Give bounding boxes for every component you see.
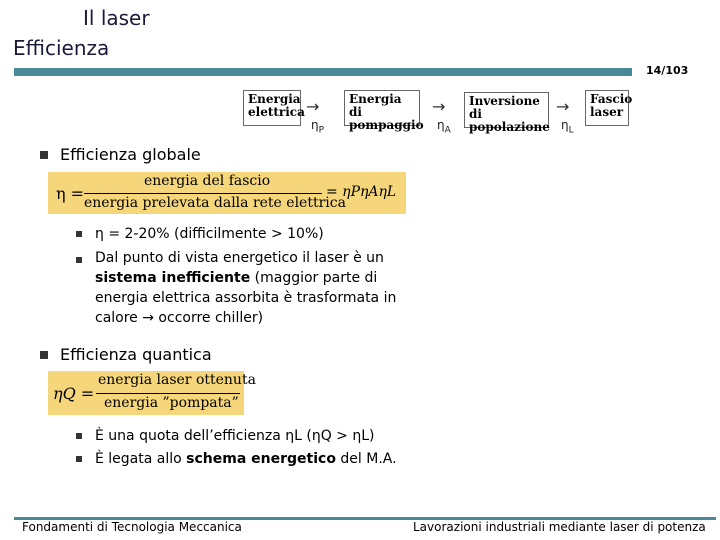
- eta-p-label: $\eta_P$: [311, 118, 325, 136]
- formula-numerator: energia del fascio: [144, 173, 271, 189]
- heading-efficienza-globale: Efficienza globale: [60, 145, 201, 164]
- efficiency-flow-diagram: [0, 88, 720, 138]
- bullet-square-small: [76, 231, 82, 237]
- header-bar: [14, 68, 632, 76]
- flow-box-line: Inversione di: [469, 94, 540, 121]
- flow-box-line: pompaggio: [349, 118, 424, 132]
- flow-arrow: →: [556, 97, 570, 116]
- flow-box-line: Energia: [248, 92, 301, 106]
- footer-right: Lavorazioni industriali mediante laser di potenza: [413, 520, 706, 534]
- flow-box-line: popolazione: [469, 120, 550, 134]
- formula-denominator: energia prelevata dalla rete elettrica: [84, 195, 346, 211]
- flow-box-line: elettrica: [248, 105, 305, 119]
- flow-box-energia-elettrica: [243, 90, 305, 126]
- bullet-square: [40, 351, 48, 359]
- flow-arrow: →: [432, 97, 446, 116]
- bullet-square-small: [76, 257, 82, 263]
- bullet-text: È legata allo schema energetico del M.A.: [95, 451, 397, 467]
- page-number: 14/103: [646, 64, 689, 77]
- eta-a-label: $\eta_A$: [437, 118, 451, 136]
- flow-box-line: Energia di: [349, 92, 402, 119]
- slide-title-line2: Efficienza: [13, 36, 110, 60]
- flow-arrow: →: [306, 97, 320, 116]
- flow-box-fascio-laser: [585, 90, 633, 126]
- formula-quantum-efficiency: [48, 371, 256, 415]
- formula-lhs: ηQ =: [53, 384, 95, 403]
- fraction-line: [84, 193, 322, 194]
- flow-box-line: laser: [590, 105, 624, 119]
- bullet-square: [40, 151, 48, 159]
- arrow-right-icon: →: [142, 310, 154, 326]
- heading-efficienza-quantica: Efficienza quantica: [60, 345, 212, 364]
- flow-box-line: Fascio: [590, 92, 633, 106]
- bullet-text: Dal punto di vista energetico il laser è un sistema inefficiente (maggior parte di energia elettrica assorbita è trasformata in calore → occorre chiller): [95, 250, 397, 326]
- bullet-square-small: [76, 433, 82, 439]
- bullet-text: È una quota dell’efficienza ηL (ηQ > ηL): [95, 428, 375, 444]
- bullet-square-small: [76, 456, 82, 462]
- footer-left: Fondamenti di Tecnologia Meccanica: [22, 520, 242, 534]
- formula-numerator: energia laser ottenuta: [98, 372, 256, 388]
- formula-lhs: η =: [56, 184, 85, 203]
- flow-box-inversione: [464, 92, 550, 134]
- fraction-line: [96, 393, 240, 394]
- formula-rhs: = ηPηAηL: [326, 184, 397, 200]
- slide-title-line1: Il laser: [83, 6, 150, 30]
- flow-box-energia-pompaggio: [344, 90, 424, 132]
- formula-denominator: energia ”pompata”: [104, 395, 239, 411]
- bullet-text: η = 2-20% (difficilmente > 10%): [95, 226, 324, 242]
- eta-l-label: $\eta_L$: [561, 118, 574, 136]
- formula-global-efficiency: [48, 172, 406, 214]
